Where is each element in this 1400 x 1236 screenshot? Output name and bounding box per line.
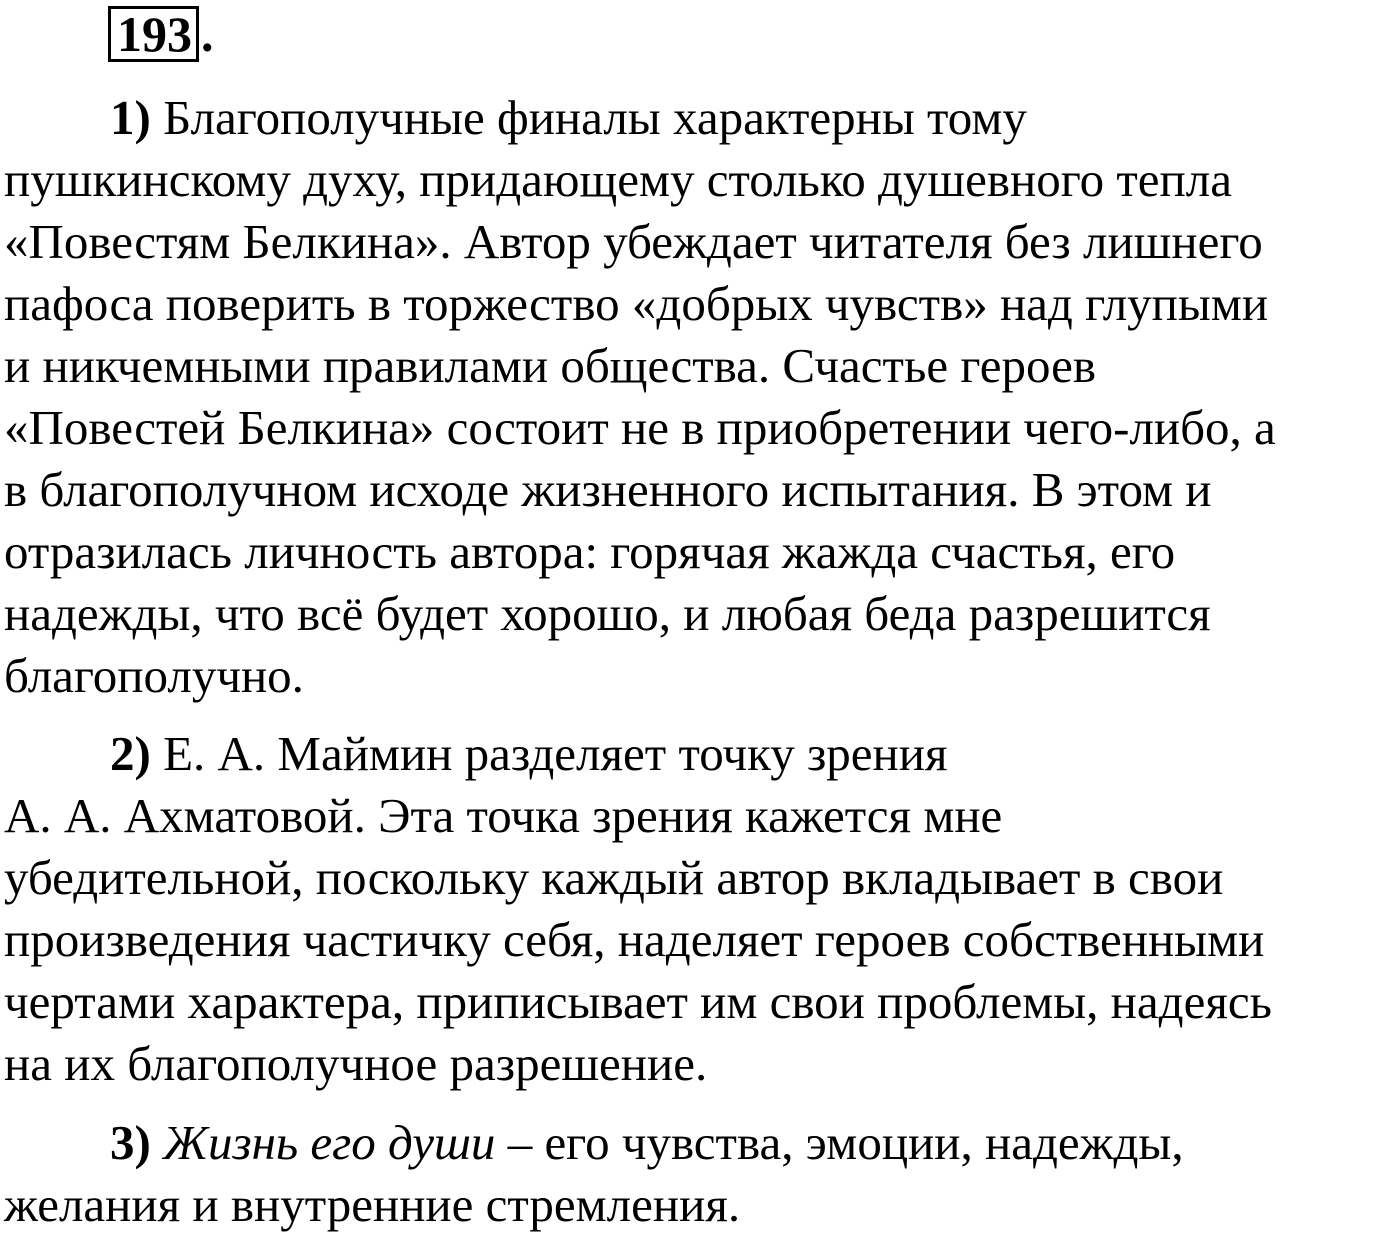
paragraph-line: и никчемными правилами общества. Счастье героев xyxy=(4,338,1096,393)
paragraph-text: – его чувства, эмоции, надежды, xyxy=(495,1115,1184,1170)
paragraph-text: Е. А. Маймин разделяет точку зрения xyxy=(150,726,948,781)
paragraph-line: «Повестям Белкина». Автор убеждает читателя без лишнего xyxy=(4,214,1263,269)
exercise-number xyxy=(108,6,214,62)
paragraph-line: желания и внутренние стремления. xyxy=(4,1177,741,1232)
paragraph-line: отразилась личность автора: горячая жажда счастья, его xyxy=(4,524,1176,579)
paragraph-line: благополучно. xyxy=(4,648,304,703)
paragraph-line: «Повестей Белкина» состоит не в приобретении чего-либо, а xyxy=(4,400,1276,455)
paragraph-line: пафоса поверить в торжество «добрых чувств» над глупыми xyxy=(4,276,1269,331)
italic-phrase: Жизнь его души xyxy=(163,1115,496,1170)
answer-marker-1: 1) xyxy=(110,90,151,145)
answer-marker-3: 3) xyxy=(110,1115,151,1170)
answer-paragraph-2 xyxy=(4,723,1398,1095)
paragraph-line xyxy=(4,1112,1398,1174)
exercise-number-dot: . xyxy=(201,6,214,62)
answer-paragraph-1 xyxy=(4,87,1398,707)
answer-marker-2: 2) xyxy=(110,726,151,781)
paragraph-text: Благополучные финалы характерны тому xyxy=(150,90,1027,145)
exercise-number-box: 193 xyxy=(108,6,199,62)
paragraph-line: на их благополучное разрешение. xyxy=(4,1036,708,1091)
paragraph-line: А. А. Ахматовой. Эта точка зрения кажется мне xyxy=(4,788,1003,843)
paragraph-line: пушкинскому духу, придающему столько душевного тепла xyxy=(4,152,1232,207)
answer-paragraph-3 xyxy=(4,1112,1398,1236)
paragraph-line: произведения частичку себя, наделяет героев собственными xyxy=(4,912,1265,967)
paragraph-line xyxy=(4,87,1398,149)
paragraph-line: надежды, что всё будет хорошо, и любая беда разрешится xyxy=(4,586,1211,641)
paragraph-line: в благополучном исходе жизненного испытания. В этом и xyxy=(4,462,1212,517)
paragraph-line: убедительной, поскольку каждый автор вкладывает в свои xyxy=(4,850,1224,905)
paragraph-line xyxy=(4,723,1398,785)
paragraph-line: чертами характера, приписывает им свои проблемы, надеясь xyxy=(4,974,1272,1029)
